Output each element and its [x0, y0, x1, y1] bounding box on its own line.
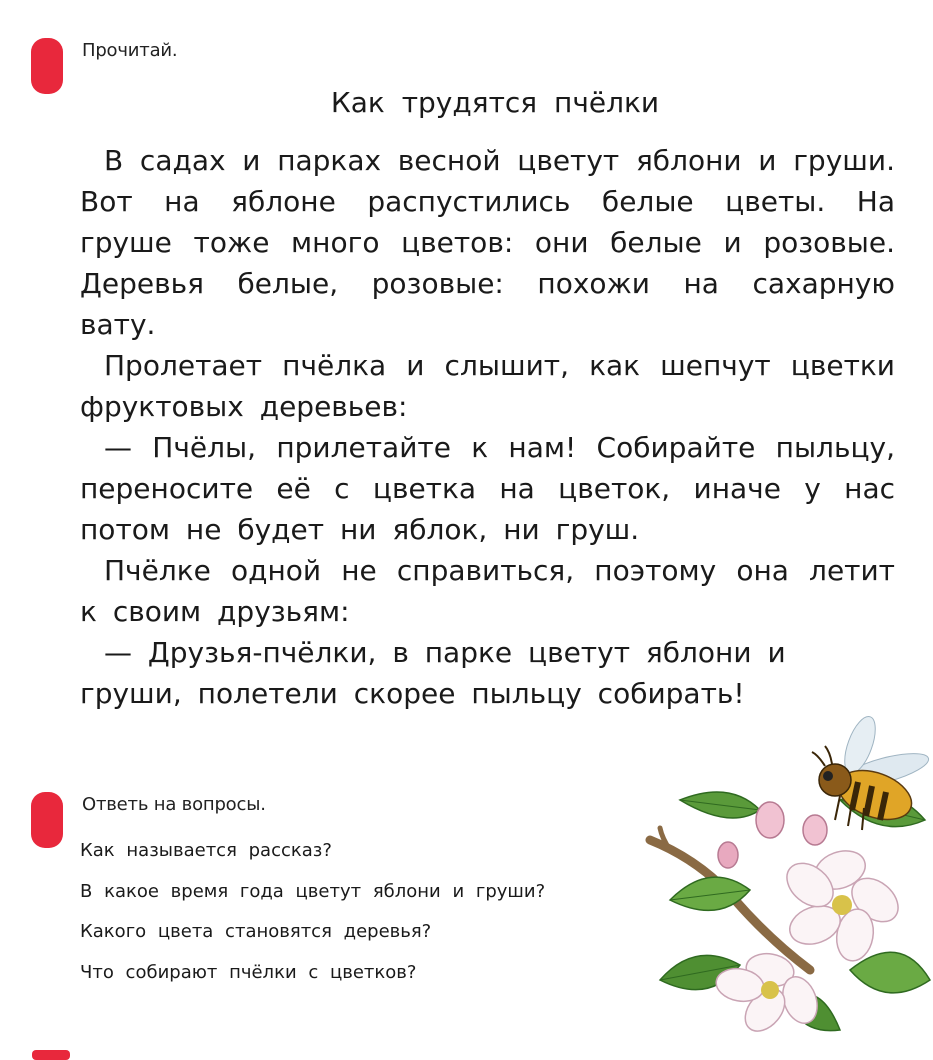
story-paragraph: Пролетает пчёлка и слышит, как шепчут цветки фруктовых деревьев: [80, 349, 895, 423]
story-paragraph: — Друзья-пчёлки, в парке цветут яблони и груши, полетели скорее пыльцу собирать! [80, 636, 786, 710]
story-paragraph: В садах и парках весной цветут яблони и груши. Вот на яблоне распустились белые цветы. На груше тоже много цветов: они белые и розовые. Деревья белые, розовые: похожи на сахарную вату. [80, 144, 895, 341]
instruction-read: Прочитай. [82, 40, 178, 61]
question-item: Как называется рассказ? [80, 840, 332, 861]
story-paragraph: — Пчёлы, прилетайте к нам! Собирайте пыльцу, переносите её с цветка на цветок, иначе у нас потом не будет ни яблок, ни груш. [80, 431, 895, 546]
section-marker [31, 792, 63, 848]
story-title: Как трудятся пчёлки [330, 86, 660, 119]
bee-on-apple-blossom-icon [640, 700, 933, 1045]
question-item: Какого цвета становятся деревья? [80, 921, 432, 942]
story-text [80, 140, 895, 714]
story-paragraph: Пчёлке одной не справиться, поэтому она летит к своим друзьям: [80, 554, 895, 628]
section-marker-partial [32, 1050, 70, 1060]
question-item: Что собирают пчёлки с цветков? [80, 961, 417, 983]
question-list [80, 840, 660, 1002]
instruction-answer: Ответь на вопросы. [82, 794, 266, 815]
question-item: В какое время года цветут яблони и груши? [80, 880, 546, 902]
